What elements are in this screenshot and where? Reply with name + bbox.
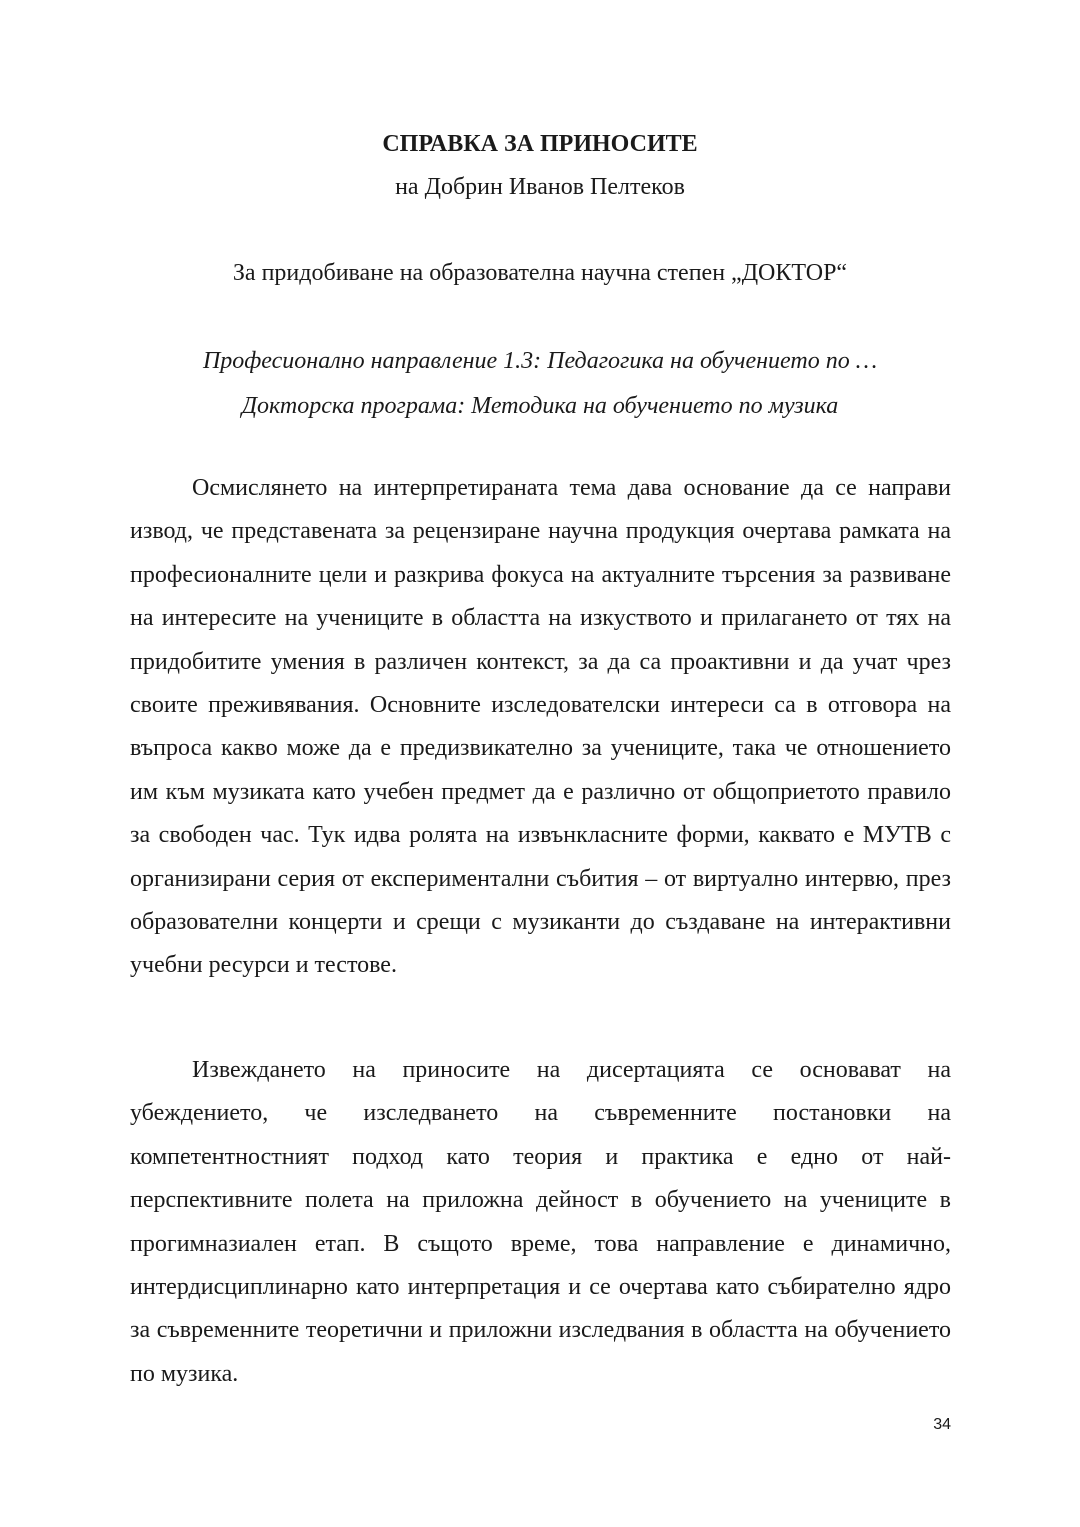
degree-line: За придобиване на образователна научна степен „ДОКТОР“ — [232, 260, 848, 286]
page-number: 34 — [933, 1416, 951, 1433]
doctoral-program: Докторска програма: Методика на обучението по музика — [241, 393, 839, 419]
author-line: на Добрин Иванов Пелтеков — [395, 174, 685, 200]
document-title: СПРАВКА ЗА ПРИНОСИТЕ — [382, 131, 698, 157]
body-paragraph-1: Осмислянето на интерпретираната тема дава основание да се направи извод, че представената за рецензиране научна продукция очертава рамката на професионалните цели и разкрива фокуса на актуалните търсения за развиване на интересите на учениците в областта на изкуството и прилагането от тях на придобитите умения в различен контекст, за да са проактивни и да учат чрез своите преживявания. Основните изследователски интереси са в отговора на въпроса какво може да е предизвикателно за учениците, така че отношението им към музиката като учебен предмет да е различно от общоприетото правило за свободен час. Тук идва ролята на извънкласните форми, каквато е МУТВ с организирани серия от експериментални събития – от виртуално интервю, през образователни концерти и срещи с музиканти до създаване на интерактивни учебни ресурси и тестове. — [130, 475, 951, 979]
body-paragraph-2: Извеждането на приносите на дисертацията се основават на убеждението, че изследването на съвременните постановки на компетентностният подход като теория и практика е едно от най-перспективните полета на приложна дейност в обучението на учениците в прогимназиален етап. В същото време, това направление е динамично, интердисциплинарно като интерпретация и се очертава като събирателно ядро за съвременните теоретични и приложни изследвания в областта на обучението по музика. — [130, 1057, 951, 1387]
professional-direction: Професионално направление 1.3: Педагогика на обучението по … — [202, 348, 878, 374]
